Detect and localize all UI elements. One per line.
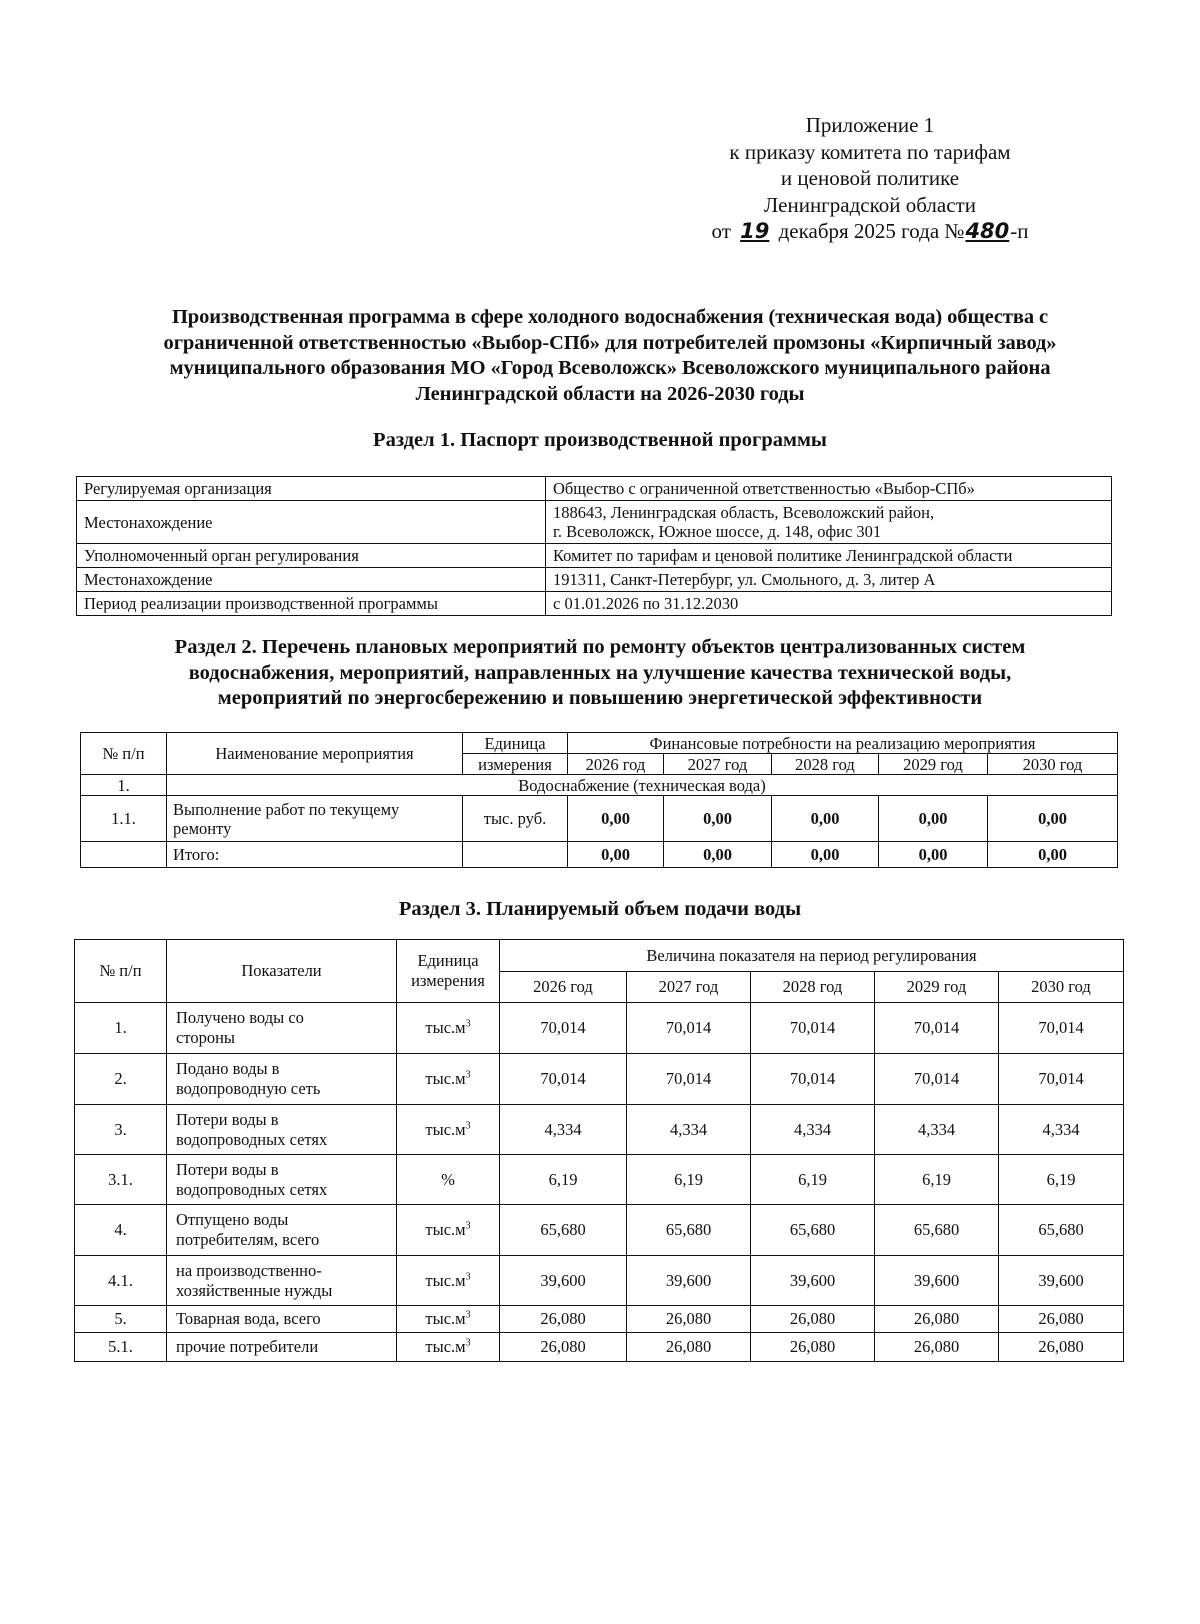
name-line: Отпущено воды — [176, 1210, 289, 1229]
header-unit: измерения — [463, 754, 568, 775]
value-cell: 6,19 — [500, 1155, 627, 1205]
header-num: № п/п — [81, 733, 167, 775]
value-cell: 0,00 — [772, 796, 879, 842]
value-cell: 70,014 — [875, 1003, 999, 1054]
measure-unit: тыс. руб. — [463, 796, 568, 842]
unit-text: тыс.м — [425, 1119, 466, 1139]
header-year: 2029 год — [875, 972, 999, 1003]
value-cell: 26,080 — [500, 1306, 627, 1333]
value-cell: 65,680 — [751, 1205, 875, 1256]
unit-sup: 3 — [465, 1271, 471, 1282]
table-row — [75, 1333, 1124, 1362]
indicator-unit — [397, 1306, 500, 1333]
table-row — [75, 1256, 1124, 1306]
name-line: Потери воды в — [176, 1159, 279, 1179]
value-cell: 6,19 — [999, 1155, 1124, 1205]
header-group: Величина показателя на период регулирования — [500, 940, 1124, 972]
value-cell: 4,334 — [875, 1105, 999, 1155]
row-num: 4.1. — [75, 1256, 167, 1306]
title-line: Производственная программа в сфере холодного водоснабжения (техническая вода) общества с — [171, 306, 1049, 328]
unit-line: Единица — [417, 951, 479, 970]
header-year: 2027 год — [627, 972, 751, 1003]
value-cell: 39,600 — [500, 1256, 627, 1306]
indicator-unit — [397, 1333, 500, 1362]
indicator-name — [167, 1155, 397, 1205]
table-row — [75, 1306, 1124, 1333]
value-cell: 4,334 — [751, 1105, 875, 1155]
passport-value: Комитет по тарифам и ценовой политике Ленинградской области — [546, 544, 1112, 568]
name-line: водопроводных сетях — [176, 1129, 328, 1149]
appendix-block — [700, 112, 1040, 245]
value-cell: 6,19 — [751, 1155, 875, 1205]
value-cell: 0,00 — [988, 796, 1118, 842]
title-line: муниципального образования МО «Город Всеволожск» Всеволожского муниципального района — [169, 357, 1051, 379]
document-title — [80, 305, 1140, 407]
appendix-line: Приложение 1 — [805, 113, 935, 137]
measure-name: Выполнение работ по текущему ремонту — [167, 796, 463, 842]
header-name: Показатели — [167, 940, 397, 1003]
row-num: 3.1. — [75, 1155, 167, 1205]
value-cell: 39,600 — [999, 1256, 1124, 1306]
heading-line: мероприятий по энергосбережению и повышению энергетической эффективности — [217, 687, 983, 709]
passport-label: Местонахождение — [77, 568, 546, 592]
title-line: Ленинградской области на 2026-2030 годы — [415, 382, 805, 405]
total-cell: 0,00 — [772, 842, 879, 868]
row-num: 1. — [81, 775, 167, 796]
date-rest: декабря 2025 года № — [778, 219, 965, 243]
row-num: 5.1. — [75, 1333, 167, 1362]
indicator-unit — [397, 1054, 500, 1105]
passport-label: Уполномоченный орган регулирования — [77, 544, 546, 568]
value-cell: 26,080 — [627, 1333, 751, 1362]
name-line: на производственно- — [176, 1260, 322, 1280]
passport-table — [76, 476, 1112, 616]
indicator-unit — [397, 1205, 500, 1256]
unit-line: измерения — [411, 971, 485, 990]
unit-sup: 3 — [465, 1018, 471, 1030]
header-year: 2027 год — [664, 754, 772, 775]
unit-sup: 3 — [465, 1069, 471, 1081]
indicator-name — [167, 1256, 397, 1306]
name-line: Потери воды в — [176, 1109, 279, 1129]
value-cell: 4,334 — [500, 1105, 627, 1155]
indicator-name — [167, 1003, 397, 1054]
name-line: Получено воды со — [176, 1008, 304, 1027]
value-cell: 6,19 — [875, 1155, 999, 1205]
header-year: 2030 год — [999, 972, 1124, 1003]
header-year: 2029 год — [879, 754, 988, 775]
address-line: г. Всеволожск, Южное шоссе, д. 148, офис 301 — [553, 522, 882, 541]
value-cell: 39,600 — [751, 1256, 875, 1306]
passport-value — [546, 501, 1112, 544]
indicator-name — [167, 1205, 397, 1256]
value-cell: 70,014 — [751, 1054, 875, 1105]
table-row — [77, 568, 1112, 592]
indicator-unit — [397, 1105, 500, 1155]
row-num: 1.1. — [81, 796, 167, 842]
header-group: Финансовые потребности на реализацию мероприятия — [568, 733, 1118, 754]
value-cell: 65,680 — [999, 1205, 1124, 1256]
header-year: 2026 год — [500, 972, 627, 1003]
value-cell: 65,680 — [500, 1205, 627, 1256]
header-name: Наименование мероприятия — [167, 733, 463, 775]
table-row — [75, 1003, 1124, 1054]
header-year: 2028 год — [772, 754, 879, 775]
value-cell: 70,014 — [751, 1003, 875, 1054]
table-row — [77, 544, 1112, 568]
value-cell: 0,00 — [664, 796, 772, 842]
indicator-name: Товарная вода, всего — [167, 1306, 397, 1333]
indicator-name — [167, 1054, 397, 1105]
value-cell: 0,00 — [879, 796, 988, 842]
value-cell: 70,014 — [627, 1054, 751, 1105]
order-number-suffix: -п — [1010, 219, 1029, 243]
total-cell: 0,00 — [568, 842, 664, 868]
total-cell: 0,00 — [664, 842, 772, 868]
table-row — [77, 592, 1112, 616]
appendix-line: к приказу комитета по тарифам — [729, 139, 1011, 164]
name-line: потребителям, всего — [176, 1230, 320, 1249]
handwritten-order-number: 480 — [965, 219, 1010, 243]
value-cell: 65,680 — [875, 1205, 999, 1256]
value-cell: 70,014 — [875, 1054, 999, 1105]
unit-sup: 3 — [465, 1120, 471, 1131]
unit-text: % — [441, 1169, 455, 1189]
total-unit — [463, 842, 568, 868]
value-cell: 6,19 — [627, 1155, 751, 1205]
value-cell: 65,680 — [627, 1205, 751, 1256]
indicator-unit — [397, 1155, 500, 1205]
value-cell: 39,600 — [627, 1256, 751, 1306]
group-row — [81, 775, 1118, 796]
row-num: 5. — [75, 1306, 167, 1333]
header-num: № п/п — [75, 940, 167, 1003]
value-cell: 26,080 — [751, 1333, 875, 1362]
header-unit: Единица — [463, 733, 568, 754]
handwritten-day: 19 — [740, 219, 770, 243]
name-line: водопроводных сетях — [176, 1179, 328, 1199]
address-line: 188643, Ленинградская область, Всеволожский район, — [553, 503, 935, 522]
total-cell: 0,00 — [988, 842, 1118, 868]
date-prefix: от — [711, 219, 731, 243]
row-num: 2. — [75, 1054, 167, 1105]
name-line: хозяйственные нужды — [176, 1280, 333, 1300]
unit-sup: 3 — [465, 1220, 471, 1232]
title-line: ограниченной ответственностью «Выбор-СПб» для потребителей промзоны «Кирпичный завод» — [163, 331, 1057, 354]
section1-heading: Раздел 1. Паспорт производственной программы — [373, 429, 827, 451]
name-line: Подано воды в — [176, 1059, 280, 1078]
header-row — [75, 940, 1124, 972]
appendix-line: и ценовой политике — [780, 166, 960, 190]
unit-sup: 3 — [465, 1309, 471, 1321]
unit-text: тыс.м — [425, 1309, 466, 1328]
value-cell: 70,014 — [500, 1003, 627, 1054]
passport-label: Местонахождение — [77, 501, 546, 544]
header-year: 2026 год — [568, 754, 664, 775]
indicator-unit — [397, 1256, 500, 1306]
name-line: стороны — [176, 1028, 235, 1047]
value-cell: 26,080 — [999, 1333, 1124, 1362]
name-line: водопроводную сеть — [176, 1079, 321, 1098]
table-row — [81, 796, 1118, 842]
unit-text: тыс.м — [425, 1018, 466, 1037]
unit-text: тыс.м — [425, 1069, 466, 1088]
table-row — [75, 1155, 1124, 1205]
value-cell: 26,080 — [875, 1306, 999, 1333]
header-year: 2028 год — [751, 972, 875, 1003]
indicator-unit — [397, 1003, 500, 1054]
value-cell: 26,080 — [751, 1306, 875, 1333]
table-row — [75, 1054, 1124, 1105]
value-cell: 0,00 — [568, 796, 664, 842]
value-cell: 4,334 — [999, 1105, 1124, 1155]
total-row — [81, 842, 1118, 868]
value-cell: 26,080 — [500, 1333, 627, 1362]
total-label: Итого: — [167, 842, 463, 868]
header-unit — [397, 940, 500, 1003]
header-row — [81, 733, 1118, 754]
indicator-name: прочие потребители — [167, 1333, 397, 1362]
value-cell: 70,014 — [500, 1054, 627, 1105]
table-row — [75, 1105, 1124, 1155]
table-row — [75, 1205, 1124, 1256]
unit-text: тыс.м — [425, 1337, 466, 1356]
value-cell: 26,080 — [999, 1306, 1124, 1333]
heading-line: Раздел 2. Перечень плановых мероприятий по ремонту объектов централизованных систем — [174, 636, 1026, 658]
value-cell: 70,014 — [627, 1003, 751, 1054]
section2-heading — [70, 635, 1130, 712]
header-year: 2030 год — [988, 754, 1118, 775]
row-num: 1. — [75, 1003, 167, 1054]
order-date-line — [700, 218, 1040, 245]
passport-value: с 01.01.2026 по 31.12.2030 — [546, 592, 1112, 616]
passport-value: Общество с ограниченной ответственностью «Выбор-СПб» — [546, 477, 1112, 501]
value-cell: 39,600 — [875, 1256, 999, 1306]
row-num — [81, 842, 167, 868]
value-cell: 26,080 — [875, 1333, 999, 1362]
passport-label: Период реализации производственной программы — [77, 592, 546, 616]
table-row — [77, 477, 1112, 501]
row-num: 3. — [75, 1105, 167, 1155]
passport-value: 191311, Санкт-Петербург, ул. Смольного, д. 3, литер А — [546, 568, 1112, 592]
passport-label: Регулируемая организация — [77, 477, 546, 501]
heading-line: водоснабжения, мероприятий, направленных на улучшение качества технической воды, — [188, 661, 1012, 684]
water-volume-table — [74, 939, 1124, 1362]
unit-text: тыс.м — [425, 1220, 466, 1239]
value-cell: 70,014 — [999, 1003, 1124, 1054]
section3-heading: Раздел 3. Планируемый объем подачи воды — [398, 898, 802, 920]
measures-table — [80, 732, 1118, 868]
indicator-name — [167, 1105, 397, 1155]
group-label: Водоснабжение (техническая вода) — [167, 775, 1118, 796]
appendix-line: Ленинградской области — [764, 192, 976, 217]
value-cell: 70,014 — [999, 1054, 1124, 1105]
row-num: 4. — [75, 1205, 167, 1256]
unit-text: тыс.м — [425, 1270, 466, 1290]
value-cell: 4,334 — [627, 1105, 751, 1155]
value-cell: 26,080 — [627, 1306, 751, 1333]
unit-sup: 3 — [465, 1337, 471, 1349]
total-cell: 0,00 — [879, 842, 988, 868]
table-row — [77, 501, 1112, 544]
